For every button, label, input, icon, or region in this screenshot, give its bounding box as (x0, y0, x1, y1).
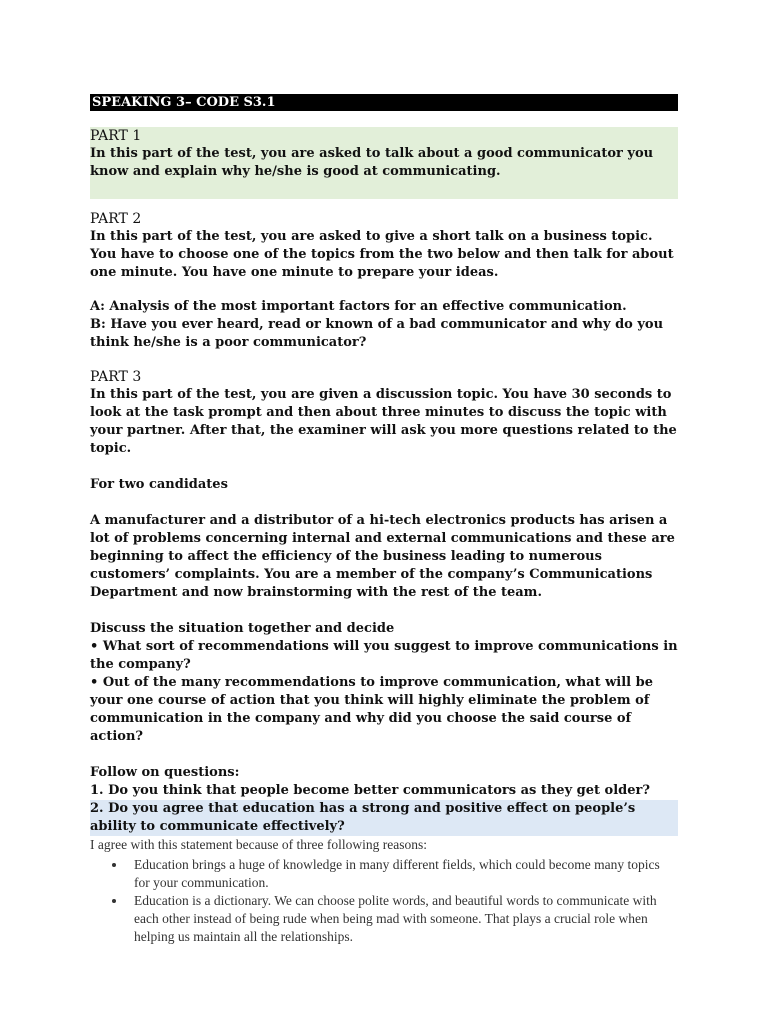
part2-heading: PART 2 (90, 211, 142, 227)
part3-discuss-question-2: • Out of the many recommendations to improve communication, what will be your one course of action that you think will highly eliminate the problem of communication in the company and why did you choose the said course of action? (90, 675, 653, 744)
answer-section (90, 836, 678, 946)
answer-bullet-item (134, 892, 678, 946)
part1-instructions: In this part of the test, you are asked to talk about a good communicator you know and explain why he/she is good at communicating. (90, 146, 654, 179)
part3-scenario: A manufacturer and a distributor of a hi-tech electronics products has arisen a lot of problems concerning internal and external communications and these are beginning to affect the efficiency of the business leading to numerous customers’ complaints. You are a member of the company’s Communications Department and now brainstorming with the rest of the team. (90, 513, 675, 600)
part2-option-a: A: Analysis of the most important factors for an effective communication. (90, 299, 627, 314)
part3-discuss-question-1: • What sort of recommendations will you suggest to improve communications in the company? (90, 639, 678, 672)
answer-bullet-text: Education is a dictionary. We can choose polite words, and beautiful words to communicate with each other instead of being rude when being mad with someone. That plays a crucial role when helping us maintain all the relationships. (134, 893, 657, 944)
part1-section (90, 127, 678, 199)
document-page (90, 94, 678, 946)
follow-on-question-2: 2. Do you agree that education has a strong and positive effect on people’s ability to communicate effectively? (90, 800, 678, 836)
part3-instructions: In this part of the test, you are given a discussion topic. You have 30 seconds to look at the task prompt and then about three minutes to discuss the topic with your partner. After that, the examiner will ask you more questions related to the topic. (90, 387, 677, 456)
part2-section (90, 210, 678, 352)
part2-option-b: B: Have you ever heard, read or known of a bad communicator and why do you think he/she is a poor communicator? (90, 317, 664, 350)
part3-heading: PART 3 (90, 369, 142, 385)
part3-discuss-heading: Discuss the situation together and decide (90, 621, 395, 636)
follow-on-question-1: 1. Do you think that people become better communicators as they get older? (90, 783, 650, 798)
part3-candidates-label: For two candidates (90, 477, 228, 492)
answer-intro: I agree with this statement because of three following reasons: (90, 837, 428, 852)
answer-bullet-text: Education brings a huge of knowledge in many different fields, which could become many topics for your communication. (134, 857, 660, 890)
answer-bullet-item (134, 856, 678, 892)
follow-on-heading: Follow on questions: (90, 765, 240, 780)
document-title: SPEAKING 3– CODE S3.1 (90, 94, 678, 111)
answer-bullet-list (90, 856, 678, 946)
part2-instructions: In this part of the test, you are asked to give a short talk on a business topic. You have to choose one of the topics from the two below and then talk for about one minute. You have one minute to prepare your ideas. (90, 229, 674, 280)
part3-section (90, 368, 678, 836)
part1-heading: PART 1 (90, 128, 142, 144)
